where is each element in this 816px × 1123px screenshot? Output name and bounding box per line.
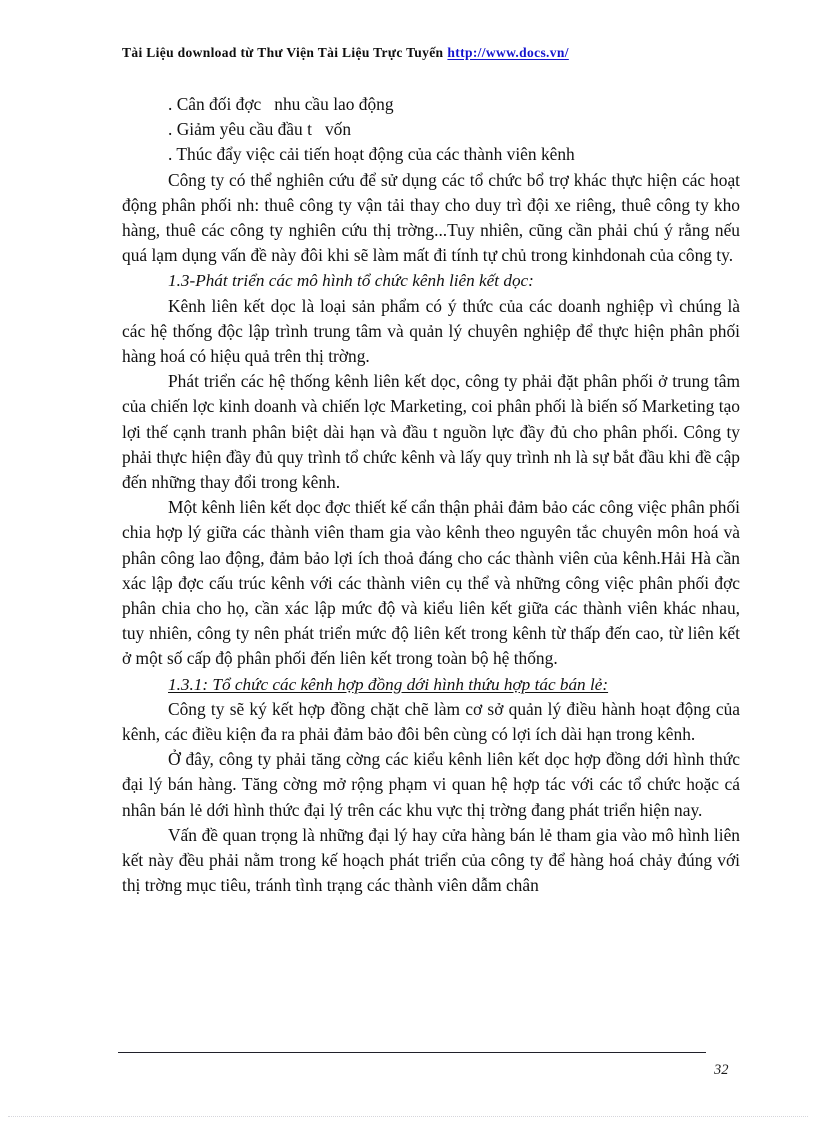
body-paragraph: Phát triển các hệ thống kênh liên kết dọc, công ty phải đặt phân phối ở trung tâm của chiến lợc kinh doanh và chiến lợc Marketing, coi phân phối là biến số Marketing tạo lợi thế cạnh tranh phân biệt dài hạn và đầu t nguồn lực đầy đủ cho phân phối. Công ty phải thực hiện đầy đủ quy trình tổ chức kênh và lấy quy trình nh là sự bắt đầu khi đề cập đến những thay đổi trong kênh.	[122, 371, 740, 493]
subsection-heading-text: 1.3.1: Tổ chức các kênh hợp đồng dới hình thứu hợp tác bán lẻ:	[168, 674, 609, 694]
subsection-heading-1-3-1	[122, 672, 740, 697]
page-number: 32	[714, 1062, 729, 1078]
bullet-line: . Thúc đẩy việc cải tiến hoạt động của các thành viên kênh	[168, 144, 575, 165]
bullet-line: . Cân đối đợc nhu cầu lao động	[168, 94, 394, 114]
section-heading-1-3: 1.3-Phát triển các mô hình tổ chức kênh liên kết dọc:	[168, 271, 534, 291]
body-paragraph: Một kênh liên kết dọc đợc thiết kế cẩn thận phải đảm bảo các công việc phân phối chia hợp lý giữa các thành viên tham gia vào kênh theo nguyên tắc chuyên môn hoá và phân công lao động, đảm bảo lợi ích thoả đáng cho các thành viên của kênh.Hải Hà cần xác lập đợc cấu trúc kênh với các thành viên cụ thể và những công việc phân phối đợc phân chia cho họ, cần xác lập mức độ và kiểu liên kết giữa các thành viên khác nhau, tuy nhiên, công ty nên phát triển mức độ liên kết trong kênh từ thấp đến cao, từ liên kết ở một số cấp độ phân phối đến liên kết trong toàn bộ hệ thống.	[122, 497, 740, 669]
body-paragraph: Công ty có thể nghiên cứu để sử dụng các tổ chức bổ trợ khác thực hiện các hoạt động phân phối nh: thuê công ty vận tải thay cho duy trì đội xe riêng, thuê công ty kho hàng, thuê các công ty nghiên cứu thị trờng...Tuy nhiên, cũng cần phải chú ý rằng nếu quá lạm dụng vấn đề này đôi khi sẽ làm mất đi tính tự chủ trong kinhdonah của công ty.	[122, 169, 740, 266]
body-paragraph: Kênh liên kết dọc là loại sản phẩm có ý thức của các doanh nghiệp vì chúng là các hệ thống độc lập trình trung tâm và quản lý chuyên nghiệp để thực hiện phân phối hàng hoá có hiệu quả trên thị trờng.	[122, 295, 740, 367]
body-paragraph: Ở đây, công ty phải tăng cờng các kiểu kênh liên kết dọc hợp đồng dới hình thức đại lý bán hàng. Tăng cờng mở rộng phạm vi quan hệ hợp tác với các tổ chức hoặc cá nhân bán lẻ dới hình thức đại lý trên các khu vực thị trờng đang phát triển hiện nay.	[122, 749, 740, 820]
body-paragraph: Vấn đề quan trọng là những đại lý hay cửa hàng bán lẻ tham gia vào mô hình liên kết này đều phải nằm trong kế hoạch phát triển của công ty để hàng hoá chảy đúng với thị trờng mục tiêu, tránh tình trạng các thành viên dẫm chân	[122, 824, 740, 896]
document-body	[122, 92, 740, 899]
footer-divider	[118, 1052, 706, 1053]
document-footer	[0, 1052, 816, 1092]
header-website-link[interactable]: http://www.docs.vn/	[447, 45, 569, 60]
bullet-line: . Giảm yêu cầu đầu t vốn	[168, 119, 352, 140]
document-header	[122, 44, 742, 62]
header-library-text: Tài Liệu download từ Thư Viện Tài Liệu Trực Tuyến	[122, 45, 444, 60]
body-paragraph: Công ty sẽ ký kết hợp đồng chặt chẽ làm cơ sở quản lý điều hành hoạt động của kênh, các điều kiện đa ra phải đảm bảo đôi bên cùng có lợi ích dài hạn trong kênh.	[122, 698, 740, 745]
scan-edge-artifact	[8, 1116, 808, 1118]
